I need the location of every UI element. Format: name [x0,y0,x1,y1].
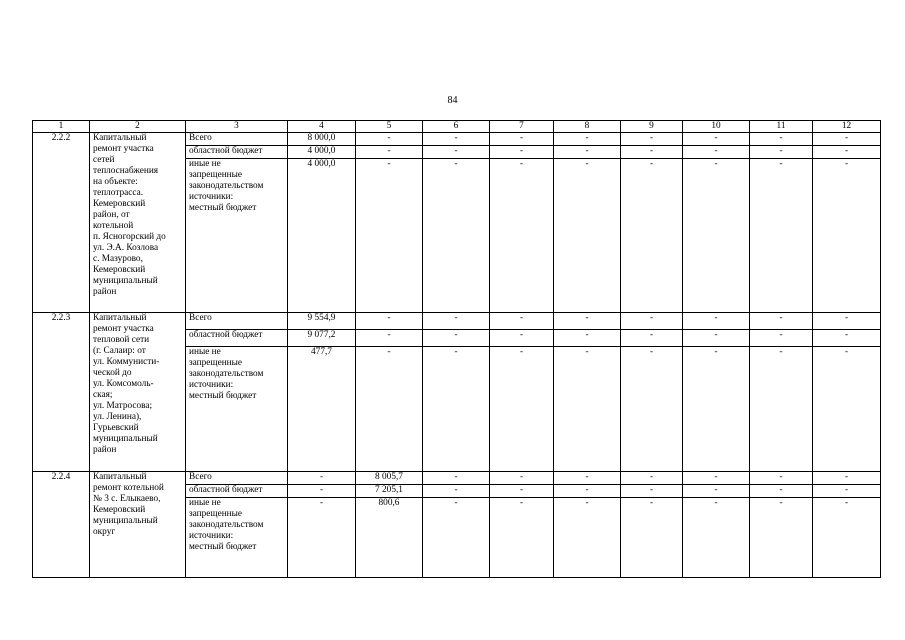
budget-table [32,120,881,578]
project-description-line: (г. Салаир: от [93,346,146,356]
amount-cell: - [750,485,813,498]
amount-cell: - [356,133,423,146]
project-description-line: тепловой сети [93,335,150,345]
amount-cell: - [750,347,813,472]
amount-cell: - [813,347,881,472]
column-header: 8 [554,121,621,133]
project-description-line: ул. Ленина), [93,412,142,422]
column-header: 7 [490,121,554,133]
amount-cell: - [683,330,750,347]
project-description-line: район [93,287,117,297]
funding-source [186,498,288,578]
column-header: 10 [683,121,750,133]
column-header: 6 [423,121,490,133]
amount-cell: - [621,472,683,485]
amount-cell: 4 000,0 [288,146,356,159]
amount-cell: - [750,313,813,330]
funding-source: Всего [186,313,288,330]
project-description-line: ул. Матросова; [93,401,153,411]
funding-source-line: местный бюджет [189,203,257,213]
amount-cell: 9 077,2 [288,330,356,347]
funding-source-line: законодательством [189,181,264,191]
amount-cell: - [813,159,881,313]
amount-cell: - [750,133,813,146]
amount-cell: - [621,159,683,313]
amount-cell: - [554,472,621,485]
amount-cell: - [554,146,621,159]
amount-cell: - [750,146,813,159]
project-description-line: Кемеровский [93,199,146,209]
amount-cell: - [490,485,554,498]
project-description-line: на объекте: [93,177,138,187]
funding-source-line: источники: [189,192,234,202]
funding-source: Всего [186,133,288,146]
amount-cell: - [621,146,683,159]
funding-source: областной бюджет [186,146,288,159]
column-header: 4 [288,121,356,133]
funding-source-line: иные не [189,159,221,169]
column-number-row [33,121,881,133]
table-row [33,313,881,330]
amount-cell: 9 554,9 [288,313,356,330]
project-description-line: ремонт участка [93,324,154,334]
project-description-line: котельной [93,221,134,231]
project-description [90,472,186,578]
amount-cell: 8 005,7 [356,472,423,485]
amount-cell: - [683,146,750,159]
project-description-line: ул. Комсомоль- [93,379,154,389]
amount-cell: - [554,347,621,472]
amount-cell: - [750,330,813,347]
funding-source: Всего [186,472,288,485]
amount-cell: - [423,159,490,313]
column-header: 5 [356,121,423,133]
funding-source [186,159,288,313]
amount-cell: - [683,133,750,146]
amount-cell: - [750,498,813,578]
project-description-line: п. Ясногорский до [93,232,166,242]
amount-cell: - [813,498,881,578]
project-description-line: с. Мазурово, [93,254,143,264]
item-number: 2.2.4 [33,472,90,578]
amount-cell: - [490,146,554,159]
amount-cell: 7 205,1 [356,485,423,498]
amount-cell: 4 000,0 [288,159,356,313]
amount-cell: - [683,159,750,313]
amount-cell: - [356,347,423,472]
amount-cell: - [621,498,683,578]
project-description-line: теплоснабжения [93,166,159,176]
project-description-line: ремонт участка [93,144,154,154]
funding-source-line: местный бюджет [189,542,257,552]
amount-cell: - [423,146,490,159]
project-description-line: Кемеровский [93,505,146,515]
project-description-line: ул. Коммунисти- [93,357,160,367]
column-header: 2 [90,121,186,133]
amount-cell: - [813,485,881,498]
amount-cell: - [356,330,423,347]
amount-cell: - [750,472,813,485]
amount-cell: 8 000,0 [288,133,356,146]
project-description-line: Кемеровский [93,265,146,275]
amount-cell: - [423,330,490,347]
funding-source-line: законодательством [189,520,264,530]
amount-cell: - [490,133,554,146]
amount-cell: 477,7 [288,347,356,472]
project-description-line: ская; [93,390,113,400]
project-description [90,133,186,313]
project-description-line: Гурьевский [93,423,139,433]
amount-cell: - [554,133,621,146]
page-number: 84 [447,95,458,106]
amount-cell: - [423,485,490,498]
amount-cell: - [423,347,490,472]
funding-source-line: источники: [189,531,234,541]
amount-cell: - [554,313,621,330]
amount-cell: - [288,472,356,485]
amount-cell: - [621,347,683,472]
funding-source-line: запрещенные [189,170,243,180]
project-description-line: № 3 с. Елыкаево, [93,494,161,504]
funding-source-line: иные не [189,347,221,357]
column-header: 11 [750,121,813,133]
amount-cell: - [554,159,621,313]
project-description-line: ул. Э.А. Козлова [93,243,159,253]
column-header: 9 [621,121,683,133]
funding-source-line: местный бюджет [189,391,257,401]
item-number: 2.2.3 [33,313,90,472]
project-description-line: сетей [93,155,115,165]
column-header: 12 [813,121,881,133]
amount-cell: - [813,472,881,485]
funding-source-line: источники: [189,380,234,390]
amount-cell: - [356,146,423,159]
amount-cell: - [554,498,621,578]
funding-source: областной бюджет [186,330,288,347]
amount-cell: - [813,330,881,347]
amount-cell: - [683,472,750,485]
table-row [33,472,881,485]
amount-cell: - [683,347,750,472]
amount-cell: - [813,146,881,159]
amount-cell: - [621,133,683,146]
amount-cell: - [423,472,490,485]
amount-cell: - [554,485,621,498]
funding-source-line: запрещенные [189,509,243,519]
amount-cell: - [356,159,423,313]
amount-cell: - [683,498,750,578]
table-row [33,133,881,146]
project-description-line: Капитальный [93,313,147,323]
amount-cell: - [683,485,750,498]
amount-cell: - [490,498,554,578]
funding-source [186,347,288,472]
amount-cell: - [490,313,554,330]
amount-cell: - [813,133,881,146]
column-header: 1 [33,121,90,133]
project-description [90,313,186,472]
project-description-line: теплотрасса. [93,188,144,198]
amount-cell: - [554,330,621,347]
project-description-line: ческой до [93,368,132,378]
amount-cell: 800,6 [356,498,423,578]
project-description-line: муниципальный [93,516,158,526]
funding-source-line: запрещенные [189,358,243,368]
amount-cell: - [423,313,490,330]
amount-cell: - [750,159,813,313]
amount-cell: - [813,313,881,330]
project-description-line: Капитальный [93,133,147,143]
funding-source: областной бюджет [186,485,288,498]
amount-cell: - [683,313,750,330]
amount-cell: - [288,498,356,578]
project-description-line: муниципальный [93,276,158,286]
amount-cell: - [490,347,554,472]
project-description-line: округ [93,527,116,537]
amount-cell: - [490,472,554,485]
column-header: 3 [186,121,288,133]
amount-cell: - [621,485,683,498]
amount-cell: - [621,313,683,330]
amount-cell: - [423,498,490,578]
item-number: 2.2.2 [33,133,90,313]
project-description-line: Капитальный [93,472,147,482]
project-description-line: район [93,445,117,455]
amount-cell: - [356,313,423,330]
project-description-line: район, от [93,210,130,220]
amount-cell: - [423,133,490,146]
project-description-line: муниципальный [93,434,158,444]
amount-cell: - [621,330,683,347]
funding-source-line: законодательством [189,369,264,379]
amount-cell: - [490,159,554,313]
funding-source-line: иные не [189,498,221,508]
amount-cell: - [490,330,554,347]
project-description-line: ремонт котельной [93,483,164,493]
amount-cell: - [288,485,356,498]
